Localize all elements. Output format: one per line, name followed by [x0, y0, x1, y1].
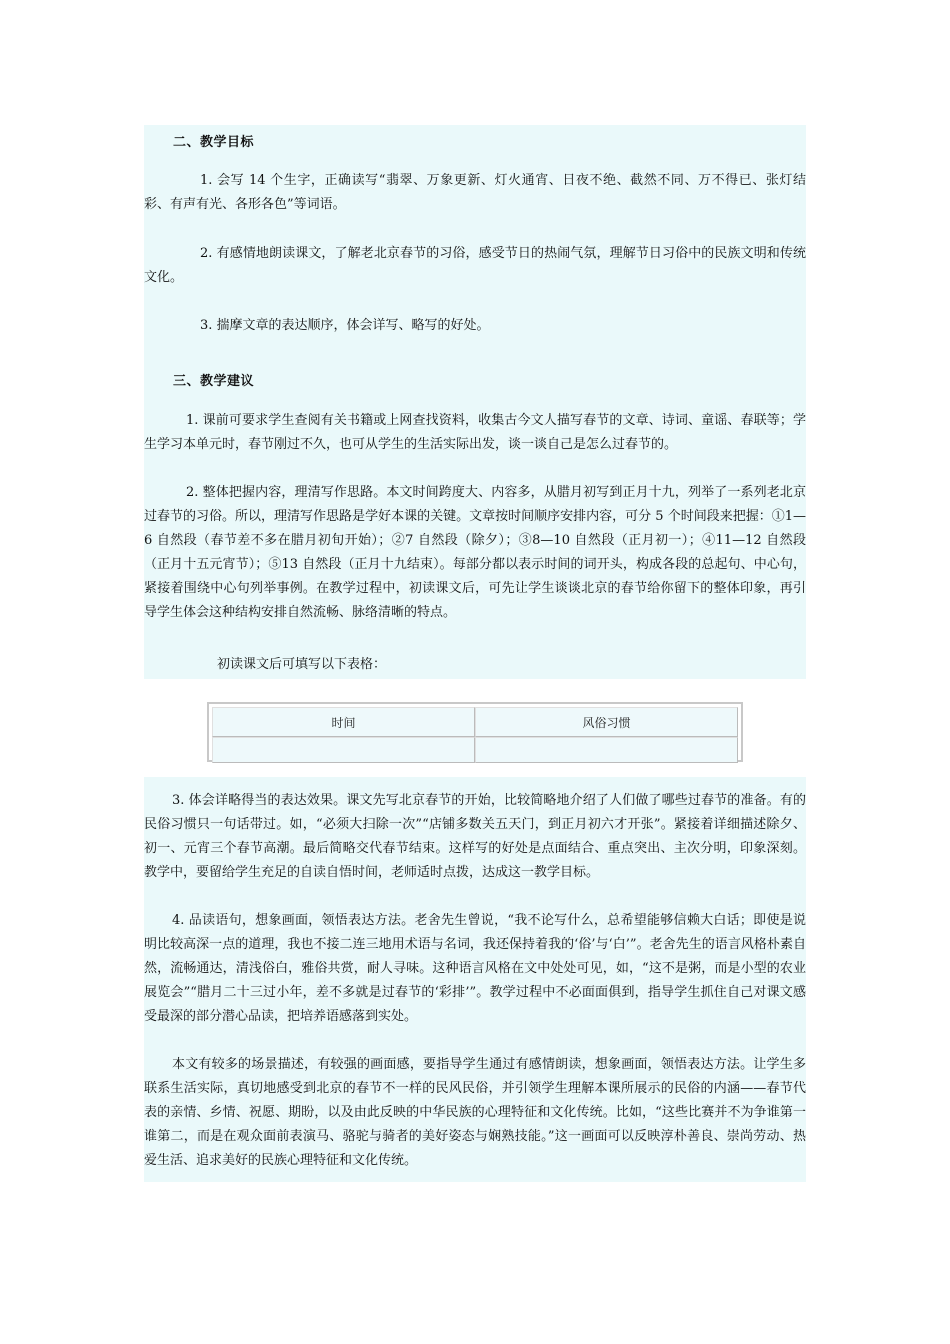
suggestion-item-3: 3. 体会详略得当的表达效果。课文先写北京春节的开始，比较简略地介绍了人们做了哪些过春节的准备。有的民俗习惯只一句话带过。如，“必须大扫除一次”“店铺多数关五天门，到正月初六才开张”。紧接着详细描述除夕、初一、元宵三个春节高潮。最后简略交代春节结束。这样写的好处是点面结合、重点突出、主次分明，印象深刻。教学中，要留给学生充足的自读自悟时间，老师适时点拨，达成这一教学目标。	[144, 793, 806, 880]
goal-item-1: 1. 会写 14 个生字，正确读写“翡翠、万象更新、灯火通宵、日夜不绝、截然不同、万不得已、张灯结彩、有声有光、各形各色”等词语。	[144, 173, 806, 212]
suggestion-item-4: 4. 品读语句，想象画面，领悟表达方法。老舍先生曾说，“我不论写什么，总希望能够信赖大白话；即使是说明比较高深一点的道理，我也不接二连三地用术语与名词，我还保持着我的‘俗’与‘白’”。老舍先生的语言风格朴素自然，流畅通达，清浅俗白，雅俗共赏，耐人寻味。这种语言风格在文中处处可见，如，“这不是粥，而是小型的农业展览会”“腊月二十三过小年，差不多就是过春节的‘彩排’”。教学过程中不必面面俱到，指导学生抓住自己对课文感受最深的部分潜心品读，把培养语感落到实处。	[144, 913, 806, 1024]
table-note: 初读课文后可填写以下表格：	[217, 657, 387, 672]
teaching-content-block-top	[144, 125, 806, 679]
suggestion-item-1: 1. 课前可要求学生查阅有关书籍或上网查找资料，收集古今文人描写春节的文章、诗词、童谣、春联等；学生学习本单元时，春节刚过不久，也可从学生的生活实际出发，谈一谈自己是怎么过春节的。	[144, 413, 806, 452]
summary-paragraph: 本文有较多的场景描述，有较强的画面感，要指导学生通过有感情朗读，想象画面，领悟表达方法。让学生多联系生活实际，真切地感受到北京的春节不一样的民风民俗，并引领学生理解本课所展示的民俗的内涵——春节代表的亲情、乡情、祝愿、期盼，以及由此反映的中华民族的心理特征和文化传统。比如，“这些比赛并不为争谁第一谁第二，而是在观众面前表演马、骆驼与骑者的美好姿态与娴熟技能。”这一画面可以反映淳朴善良、崇尚劳动、热爱生活、追求美好的民族心理特征和文化传统。	[144, 1057, 806, 1168]
table-cell-time-empty[interactable]	[212, 737, 475, 763]
section-heading-teaching-suggestions: 三、教学建议	[173, 374, 255, 389]
section-heading-teaching-goals: 二、教学目标	[173, 135, 255, 150]
goal-item-2: 2. 有感情地朗读课文，了解老北京春节的习俗，感受节日的热闹气氛，理解节日习俗中的民族文明和传统文化。	[144, 246, 806, 285]
table-cell-customs-empty[interactable]	[475, 737, 738, 763]
table-header-time: 时间	[212, 707, 475, 737]
teaching-content-block-bottom	[144, 777, 806, 1182]
goal-item-3: 3. 揣摩文章的表达顺序，体会详写、略写的好处。	[200, 318, 490, 333]
table-header-customs: 风俗习惯	[475, 707, 738, 737]
suggestion-item-2: 2. 整体把握内容，理清写作思路。本文时间跨度大、内容多，从腊月初写到正月十九，列举了一系列老北京过春节的习俗。所以，理清写作思路是学好本课的关键。文章按时间顺序安排内容，可分 5 个时间段来把握：①1—6 自然段（春节差不多在腊月初旬开始）；②7 自然段（除夕）；③8—10 自然段（正月初一）；④11—12 自然段（正月十五元宵节）；⑤13 自然段（正月十九结束）。每部分都以表示时间的词开头，构成各段的总起句、中心句，紧接着围绕中心句列举事例。在教学过程中，初读课文后，可先让学生谈谈北京的春节给你留下的整体印象，再引导学生体会这种结构安排自然流畅、脉络清晰的特点。	[144, 485, 806, 620]
fill-in-table	[207, 702, 743, 762]
